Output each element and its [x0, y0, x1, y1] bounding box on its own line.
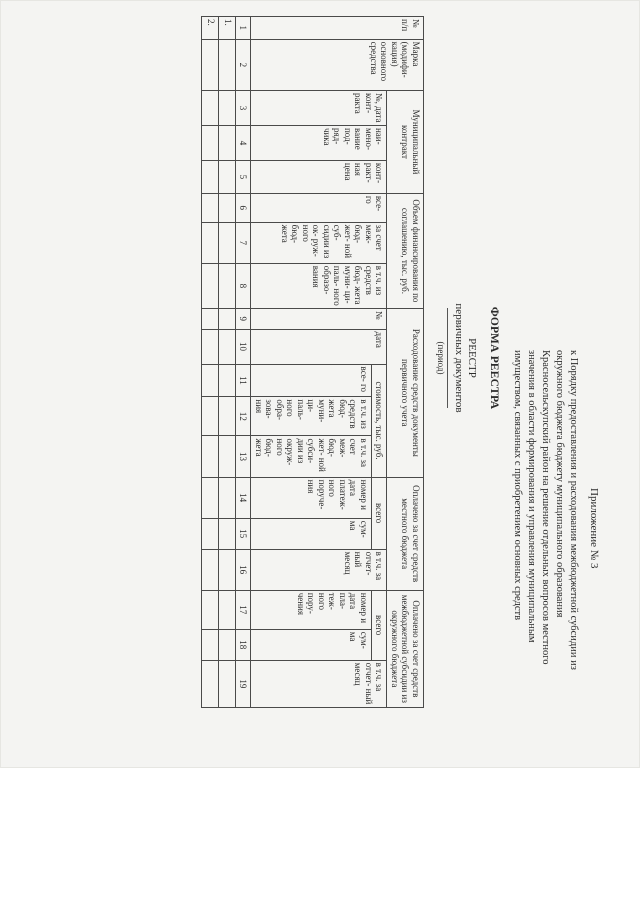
header-contract-num: №, дата конт- ракта	[251, 91, 387, 126]
header-mark: Марка (модифи- кация) основного средства	[251, 39, 424, 90]
appendix-text: к Порядку предоставления и расходования межбюджетной субсидии из окружного бюджета бюджету муниципального образования Красносельскупский район на решение отдельных вопросов местного значения в области формирования и управления муниципальным имуществом, связанных с приобретением основных средств	[512, 350, 579, 670]
column-number-row	[236, 17, 252, 708]
row-index: 2.	[202, 17, 219, 40]
header-contract-price: конт- ракт- ная цена	[251, 160, 387, 193]
col-number: 14	[236, 477, 252, 518]
col-number: 16	[236, 549, 252, 590]
col-number: 18	[236, 629, 252, 660]
header-funding-interbudget: за счет меж- бюд- жет- ной суб- сидии из ок- руж- ного бюд- жета	[251, 222, 387, 263]
row-index: 1.	[219, 17, 236, 40]
header-funding: Объем финансирования по соглашению, тыс. руб.	[387, 193, 424, 308]
col-number: 19	[236, 660, 252, 707]
header-exp-cost: стоимость, тыс. руб.	[372, 364, 388, 477]
header-paid-local-doc: номер и дата платеж- ного поруче- ния	[251, 477, 372, 518]
header-paid-sub-sum: сум- ма	[251, 629, 372, 660]
col-number: 5	[236, 160, 252, 193]
header-exp-local: в т.ч. из средств бюд- жета муни- ци- паль- ного обра- зова- ния	[251, 397, 372, 436]
period-underline	[447, 308, 448, 408]
col-number: 11	[236, 364, 252, 397]
table-row	[219, 17, 236, 708]
header-exp-num: №	[251, 308, 387, 329]
header-exp-subsidy: в т.ч. за счет меж- бюд- жет- ной субси- дии из окруж- ного бюд- жета	[251, 436, 372, 477]
register-title	[452, 8, 478, 708]
header-paid-sub-total: всего	[372, 590, 388, 660]
header-contract-supplier: наи- мено- вание под- ряд- чика	[251, 125, 387, 160]
header-contract: Муниципальный контракт	[387, 91, 424, 194]
header-funding-total: все- го	[251, 193, 387, 222]
col-number: 1	[236, 17, 252, 40]
form-title: ФОРМА РЕЕСТРА	[488, 306, 500, 410]
col-number: 15	[236, 518, 252, 549]
table-row	[202, 17, 219, 708]
header-paid-local-month: в т.ч. за отчет- ный месяц	[251, 549, 387, 590]
appendix-title: Приложение № 3	[588, 488, 600, 569]
register-table-wrap	[201, 16, 424, 708]
header-expense: Расходование средств документы первичного учета	[387, 308, 424, 477]
col-number: 2	[236, 39, 252, 90]
col-number: 10	[236, 329, 252, 364]
col-number: 4	[236, 125, 252, 160]
header-paid-local: Оплачено за счет средств местного бюджета	[387, 477, 424, 590]
register-line2: первичных документов	[453, 303, 465, 413]
header-num: № п/п	[251, 17, 424, 40]
col-number: 7	[236, 222, 252, 263]
header-paid-subsidy: Оплачено за счет средств межбюджетной субсидии из окружного бюджета	[387, 590, 424, 707]
header-paid-sub-month: в т.ч. за отчет- ный месяц	[251, 660, 387, 707]
col-number: 6	[236, 193, 252, 222]
header-exp-date: дата	[251, 329, 387, 364]
rotated-document	[64, 8, 604, 708]
col-number: 17	[236, 590, 252, 629]
col-number: 9	[236, 308, 252, 329]
header-exp-total: все- го	[251, 364, 372, 397]
period-caption: (период)	[436, 341, 446, 375]
document-header	[436, 8, 604, 708]
col-number: 8	[236, 263, 252, 308]
col-number: 3	[236, 91, 252, 126]
header-paid-sub-doc: номер и дата пла- теж- ного пору- чения	[251, 590, 372, 629]
header-funding-local: в т.ч. из средств бюд- жета муни- ци- паль- ного образо- вания	[251, 263, 387, 308]
header-paid-local-sum: сум- ма	[251, 518, 372, 549]
header-paid-local-total: всего	[372, 477, 388, 549]
col-number: 12	[236, 397, 252, 436]
register-line1: РЕЕСТР	[466, 338, 478, 378]
register-table	[201, 16, 424, 708]
col-number: 13	[236, 436, 252, 477]
